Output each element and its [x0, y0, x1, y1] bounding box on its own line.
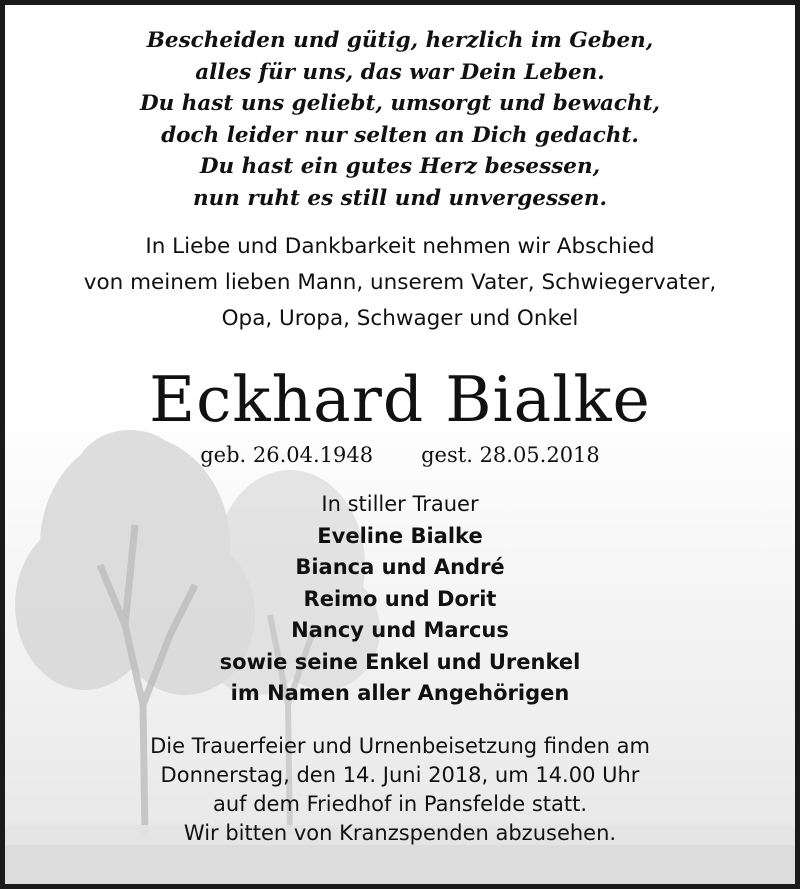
mourners-lead: In stiller Trauer — [321, 492, 479, 516]
poem — [5, 25, 795, 214]
intro-line: Opa, Uropa, Schwager und Onkel — [221, 306, 579, 331]
poem-line: Bescheiden und gütig, herzlich im Geben, — [146, 28, 654, 53]
mourner-name: Bianca und André — [295, 555, 505, 579]
mourner-name: Reimo und Dorit — [303, 586, 497, 611]
poem-line: doch leider nur selten an Dich gedacht. — [161, 122, 639, 148]
funeral-line: auf dem Friedhof in Pansfelde statt. — [212, 791, 588, 816]
funeral-info — [5, 732, 795, 848]
funeral-line: Donnerstag, den 14. Juni 2018, um 14.00 Uhr — [160, 762, 640, 787]
intro-line: In Liebe und Dankbarkeit nehmen wir Abschied — [145, 234, 655, 259]
funeral-line: Wir bitten von Kranzspenden abzusehen. — [183, 820, 617, 845]
mourners — [5, 489, 795, 710]
life-dates — [5, 441, 795, 469]
death-date: gest. 28.05.2018 — [421, 443, 600, 467]
mourner-name: sowie seine Enkel und Urenkel — [219, 649, 581, 674]
funeral-line: Die Trauerfeier und Urnenbeisetzung finden am — [150, 733, 650, 758]
birth-date: geb. 26.04.1948 — [200, 443, 374, 467]
poem-line: Du hast ein gutes Herz besessen, — [199, 154, 601, 179]
mourner-name: Eveline Bialke — [317, 523, 483, 548]
intro-text — [5, 229, 795, 337]
deceased-name: Eckhard Bialke — [149, 363, 651, 436]
poem-line: alles für uns, das war Dein Leben. — [195, 59, 605, 85]
mourner-name: im Namen aller Angehörigen — [230, 681, 570, 705]
notice-content — [5, 25, 795, 848]
intro-line: von meinem lieben Mann, unserem Vater, Schwiegervater, — [83, 270, 717, 295]
mourner-name: Nancy und Marcus — [291, 618, 509, 642]
poem-line: Du hast uns geliebt, umsorgt und bewacht, — [139, 91, 661, 116]
poem-line: nun ruht es still und unvergessen. — [193, 185, 607, 211]
